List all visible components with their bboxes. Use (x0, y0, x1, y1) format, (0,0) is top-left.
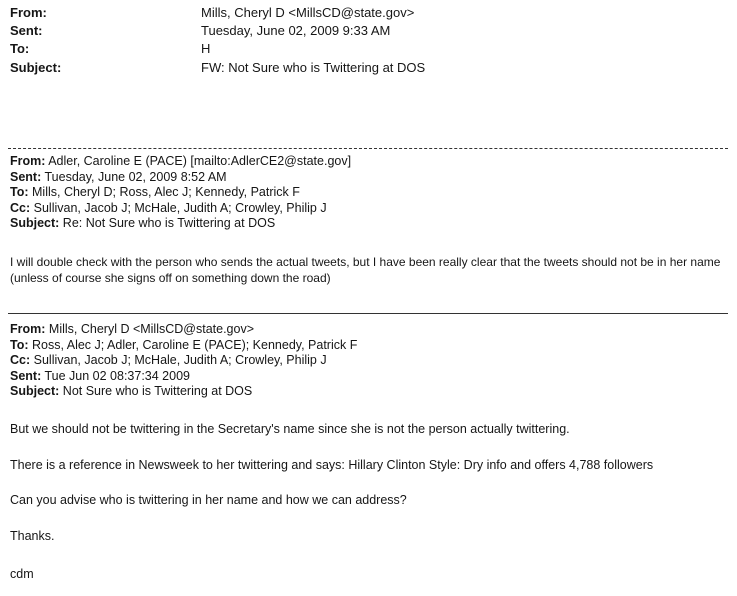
msg2-to-value: Ross, Alec J; Adler, Caroline E (PACE); Kennedy, Patrick F (32, 337, 358, 352)
msg2-paragraph-4: Thanks. (10, 529, 55, 543)
msg2-subject-label: Subject: (10, 384, 60, 398)
header-subject-value: FW: Not Sure who is Twittering at DOS (201, 60, 426, 75)
msg1-from-value: Adler, Caroline E (PACE) [mailto:AdlerCE2@state.gov] (48, 154, 352, 168)
header-sent-value: Tuesday, June 02, 2009 9:33 AM (201, 23, 391, 38)
header-from-label: From: (10, 5, 47, 20)
msg1-subject-line (10, 216, 730, 232)
msg1-body: I will double check with the person who sends the actual tweets, but I have been really clear that the tweets should not be in her name (unless of course she signs off on something down the road) (10, 255, 721, 285)
separator-rule-2 (8, 313, 728, 314)
msg1-to-line (10, 185, 730, 201)
msg1-to-value: Mills, Cheryl D; Ross, Alec J; Kennedy, Patrick F (32, 185, 300, 199)
separator-rule-1 (8, 148, 728, 149)
msg2-sent-line (10, 369, 730, 385)
header-to-label: To: (10, 41, 30, 56)
msg2-paragraph-5: cdm (10, 567, 34, 581)
msg2-subject-line (10, 384, 730, 400)
msg1-sent-label: Sent: (10, 169, 42, 184)
msg2-sent-label: Sent: (10, 368, 42, 383)
msg1-from-label: From: (10, 154, 46, 168)
msg1-cc-line (10, 201, 730, 217)
msg2-to-line (10, 338, 730, 354)
msg1-sent-value: Tuesday, June 02, 2009 8:52 AM (44, 169, 227, 184)
msg1-subject-label: Subject: (10, 216, 60, 230)
msg2-sent-value: Tue Jun 02 08:37:34 2009 (44, 368, 190, 383)
header-to-value: H (201, 41, 211, 56)
msg2-from-line (10, 322, 730, 338)
header-subject-label: Subject: (10, 60, 62, 75)
msg2-cc-line (10, 353, 730, 369)
message-2-headers (10, 322, 730, 400)
msg2-cc-value: Sullivan, Jacob J; McHale, Judith A; Crowley, Philip J (33, 353, 327, 367)
message-1-headers (10, 154, 730, 232)
msg2-from-value: Mills, Cheryl D <MillsCD@state.gov> (48, 322, 255, 336)
header-sent-label: Sent: (10, 23, 43, 38)
msg1-cc-value: Sullivan, Jacob J; McHale, Judith A; Crowley, Philip J (33, 200, 327, 215)
msg1-from-line (10, 154, 730, 170)
msg1-sent-line (10, 170, 730, 186)
msg2-to-label: To: (10, 337, 29, 352)
header-from-value: Mills, Cheryl D <MillsCD@state.gov> (201, 5, 415, 20)
msg2-paragraph-1: But we should not be twittering in the Secretary's name since she is not the person actually twittering. (10, 422, 570, 436)
msg2-from-label: From: (10, 322, 46, 336)
msg1-cc-label: Cc: (10, 200, 31, 215)
msg2-paragraph-2: There is a reference in Newsweek to her twittering and says: Hillary Clinton Style: Dry info and offers 4,788 followers (10, 458, 654, 472)
msg2-subject-value: Not Sure who is Twittering at DOS (62, 384, 253, 398)
msg2-paragraph-3: Can you advise who is twittering in her name and how we can address? (10, 493, 407, 507)
msg1-to-label: To: (10, 185, 29, 199)
msg1-subject-value: Re: Not Sure who is Twittering at DOS (62, 216, 276, 230)
msg2-cc-label: Cc: (10, 353, 31, 367)
